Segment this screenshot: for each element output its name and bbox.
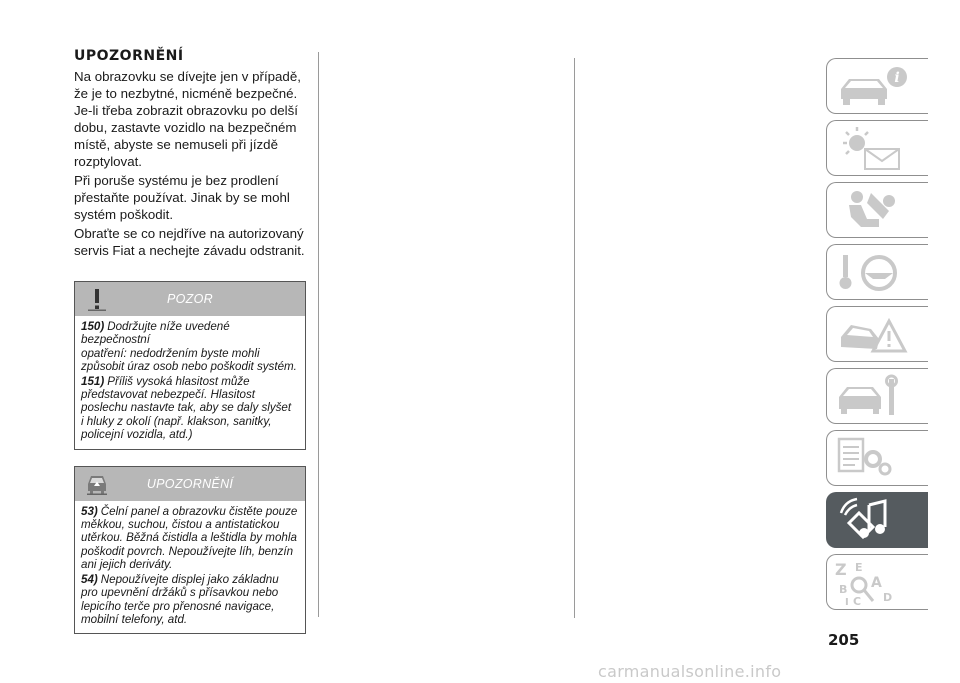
note-number: 151) [81, 374, 105, 388]
multimedia-note-icon [827, 493, 927, 549]
warning-box-header [75, 282, 305, 316]
svg-text:I: I [845, 597, 849, 608]
note-item [81, 375, 299, 442]
caution-box-header [75, 467, 305, 501]
svg-text:Z: Z [835, 560, 847, 579]
tab-maintenance[interactable] [826, 368, 928, 424]
body-paragraph [74, 172, 306, 223]
alphabetical-index-icon [827, 555, 927, 611]
warning-lights-message-icon [827, 121, 927, 177]
note-line: představovat nebezpečí. Hlasitost [81, 388, 256, 402]
text-line: Na obrazovku se dívejte jen v případě, [74, 69, 301, 84]
note-line: způsobit úraz osob nebo poškodit systém. [81, 360, 297, 374]
tab-technical-data[interactable] [826, 430, 928, 486]
tab-safety[interactable] [826, 182, 928, 238]
text-line: že je to nezbytné, nicméně bezpečné. [74, 86, 298, 101]
svg-text:E: E [855, 561, 863, 574]
tab-car-info[interactable] [826, 58, 928, 114]
column-divider-2 [574, 58, 575, 618]
text-line: systém poškodit. [74, 207, 174, 222]
note-line: poslechu nastavte tak, aby se daly slyšet [81, 401, 292, 415]
note-line: Nepoužívejte displej jako základnu [100, 572, 279, 586]
text-line: přestaňte používat. Jinak by se mohl [74, 190, 290, 205]
text-line: Obraťte se co nejdříve na autorizovaný [74, 226, 304, 241]
warning-box-title: POZOR [167, 292, 213, 306]
tab-index[interactable] [826, 554, 928, 610]
svg-text:C: C [853, 595, 862, 608]
watermark: carmanualsonline.info [598, 662, 782, 681]
note-line: pro upevnění držáků s přísavkou nebo [81, 586, 279, 600]
warning-box [74, 281, 306, 450]
note-line: ani jejich deriváty. [81, 558, 173, 572]
car-tools-icon [827, 369, 927, 425]
note-item [81, 320, 299, 374]
text-line: Při poruše systému je bez prodlení [74, 173, 279, 188]
tab-warning-lights[interactable] [826, 120, 928, 176]
text-line: servis Fiat a nechejte závadu odstranit. [74, 243, 305, 258]
column-divider-1 [318, 52, 319, 617]
svg-text:i: i [894, 70, 900, 86]
caution-box-body [75, 501, 305, 634]
note-line: mobilní telefony, atd. [81, 612, 188, 626]
seat-airbag-icon [827, 183, 927, 239]
left-column [74, 48, 306, 634]
body-paragraph [74, 68, 306, 170]
note-line: i hluky z okolí (např. klakson, sanitky, [81, 414, 272, 428]
caution-box [74, 466, 306, 635]
tab-multimedia[interactable] [826, 492, 928, 548]
note-line: lepicího terče pro přenosné navigace, [81, 599, 275, 613]
caution-box-title: UPOZORNĚNÍ [146, 476, 234, 491]
section-heading: UPOZORNĚNÍ [74, 48, 184, 64]
note-number: 54) [81, 572, 98, 586]
note-line: policejní vozidla, atd.) [81, 428, 193, 442]
car-info-icon [827, 59, 927, 115]
svg-text:A: A [871, 575, 882, 591]
note-line: poškodit povrch. Nepoužívejte líh, benzín [81, 544, 294, 558]
note-line: Dodržujte níže uvedené bezpečnostní [81, 320, 230, 347]
text-line: dobu, zastavte vozidlo na bezpečném [74, 120, 297, 135]
text-line: rozptylovat. [74, 154, 142, 169]
warning-box-body [75, 316, 305, 449]
note-line: utěrkou. Běžná čistidla a leštidla by mohla [81, 531, 297, 545]
tab-starting-driving[interactable] [826, 244, 928, 300]
note-line: měkkou, suchou, čistou a antistatickou [81, 518, 280, 532]
car-crash-warning-icon [827, 307, 927, 363]
note-number: 150) [81, 320, 105, 333]
specs-gears-icon [827, 431, 927, 487]
page-number: 205 [828, 631, 860, 649]
note-line: Čelní panel a obrazovku čistěte pouze [100, 504, 298, 518]
text-line: Je-li třeba zobrazit obrazovku po delší [74, 103, 298, 118]
svg-text:B: B [839, 583, 848, 596]
note-number: 53) [81, 504, 98, 518]
svg-text:D: D [883, 591, 893, 604]
note-item [81, 505, 299, 572]
body-text [74, 68, 306, 259]
tab-emergency[interactable] [826, 306, 928, 362]
key-steering-wheel-icon [827, 245, 927, 301]
text-line: místě, abyste se nemuseli při jízdě [74, 137, 278, 152]
note-item [81, 573, 299, 627]
note-line: Příliš vysoká hlasitost může [107, 374, 250, 388]
note-line: opatření: nedodržením byste mohli [81, 346, 260, 360]
body-paragraph [74, 225, 306, 259]
